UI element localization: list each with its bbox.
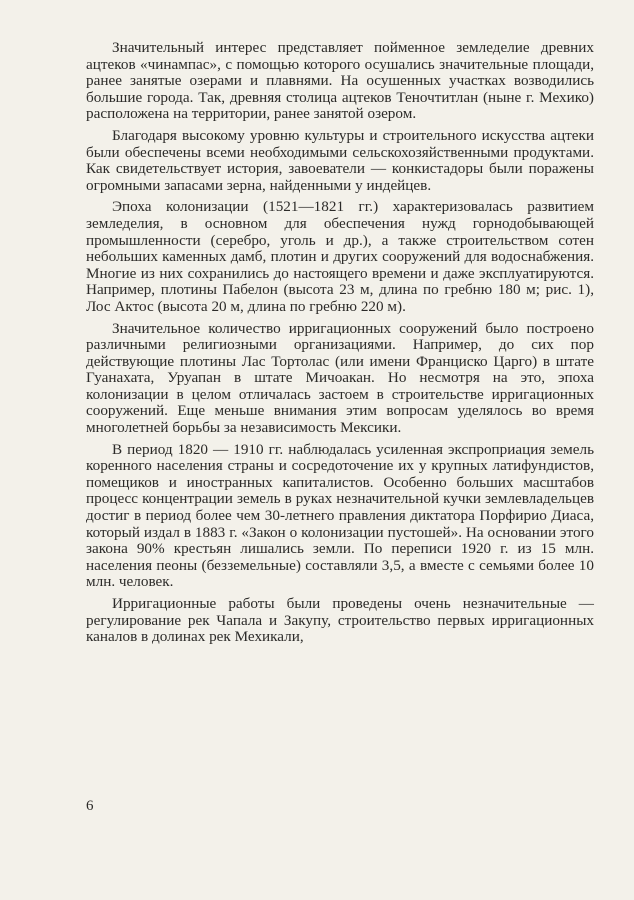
paragraph-expropriation: В период 1820 — 1910 гг. наблюдалась усиленная экспроприация земель коренного населения страны и сосредоточение их у крупных латифундистов, помещиков и иностранных капиталистов. Особенно больших масштабов процесс концентрации земель в руках незначительной кучки землевладельцев достиг в период более чем 30-летнего правления диктатора Порфирио Диаса, который издал в 1883 г. «Закон о колонизации пустошей». На основании этого закона 90% крестьян лишались земли. По переписи 1920 г. из 15 млн. населения пеоны (безземельные) составляли 3,5, а вместе с семьями более 10 млн. человек.	[86, 440, 594, 591]
paragraph-irrigation-works: Ирригационные работы были проведены очень незначительные — регулирование рек Чапала и Закупу, строительство первых ирригационных каналов в долинах рек Мехикали,	[86, 595, 594, 646]
paragraph-culture: Благодаря высокому уровню культуры и строительного искусства ацтеки были обеспечены всеми необходимыми сельскохозяйственными продуктами. Как свидетельствует история, завоеватели — конкистадоры были поражены огромными запасами зерна, найденными у индейцев.	[86, 126, 594, 194]
body-text	[86, 40, 594, 651]
paragraph-colonization: Эпоха колонизации (1521—1821 гг.) характеризовалась развитием земледелия, в основном для обеспечения нужд горнодобывающей промышленности (серебро, уголь и др.), а также строительством сотен небольших каменных дамб, плотин и других сооружений для водоснабжения. Многие из них сохранились до настоящего времени и даже эксплуатируются. Например, плотины Пабелон (высота 23 м, длина по гребню 180 м; рис. 1), Лос Актос (высота 20 м, длина по гребню 220 м).	[86, 198, 594, 315]
page-number: 6	[86, 798, 94, 814]
paragraph-religious-structures: Значительное количество ирригационных сооружений было построено различными религиозными организациями. Например, до сих пор действующие плотины Лас Тортолас (или имени Франциско Царго) в штате Гуанахата, Уруапан в штате Мичоакан. Но несмотря на это, эпоха колонизации в целом отличалась застоем в строительстве ирригационных сооружений. Еще меньше внимания этим вопросам уделялось во время многолетней борьбы за независимость Мексики.	[86, 319, 594, 437]
paragraph-chinampas: Значительный интерес представляет пойменное земледелие древних ацтеков «чинампас», с помощью которого осушались значительные площади, ранее занятые озерами и плавнями. На осушенных участках возводились большие города. Так, древняя столица ацтеков Теночтитлан (ныне г. Мехико) расположена на территории, ранее занятой озером.	[86, 39, 594, 123]
